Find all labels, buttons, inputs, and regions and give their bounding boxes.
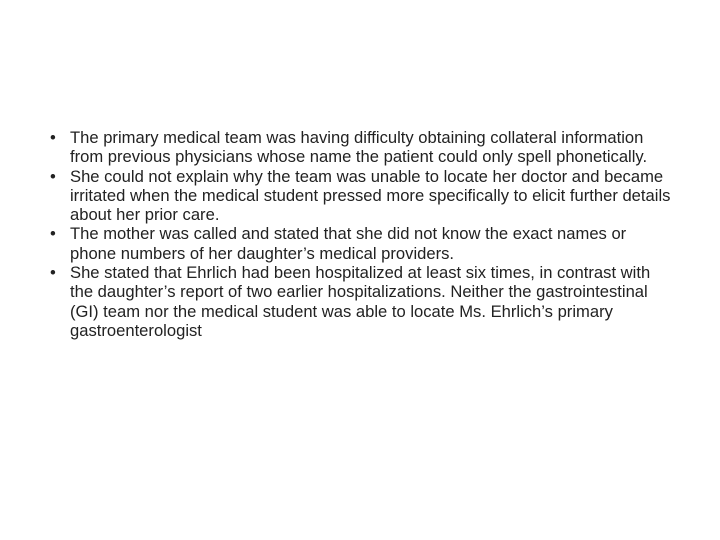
bullet-list xyxy=(50,128,676,340)
bullet-item xyxy=(50,167,676,225)
bullet-text: The primary medical team was having difficulty obtaining collateral information from previous physicians whose name the patient could only spell phonetically. xyxy=(70,128,648,167)
bullet-icon: • xyxy=(50,128,56,147)
bullet-icon: • xyxy=(50,166,56,186)
bullet-text: She stated that Ehrlich had been hospitalized at least six times, in contrast with the daughter’s report of two earlier hospitalizations. Neither the gastrointestinal (GI) team nor the medical student was able to locate Ms. Ehrlich’s primary gastroenterologist xyxy=(70,263,651,340)
bullet-icon: • xyxy=(50,263,56,283)
bullet-item xyxy=(50,128,676,167)
bullet-item xyxy=(50,224,676,263)
bullet-item xyxy=(50,263,676,340)
bullet-text: The mother was called and stated that she did not know the exact names or phone numbers of her daughter’s medical providers. xyxy=(70,224,627,263)
bullet-icon: • xyxy=(50,224,56,244)
bullet-text: She could not explain why the team was unable to locate her doctor and became irritated when the medical student pressed more specifically to elicit further details about her prior care. xyxy=(70,166,671,225)
